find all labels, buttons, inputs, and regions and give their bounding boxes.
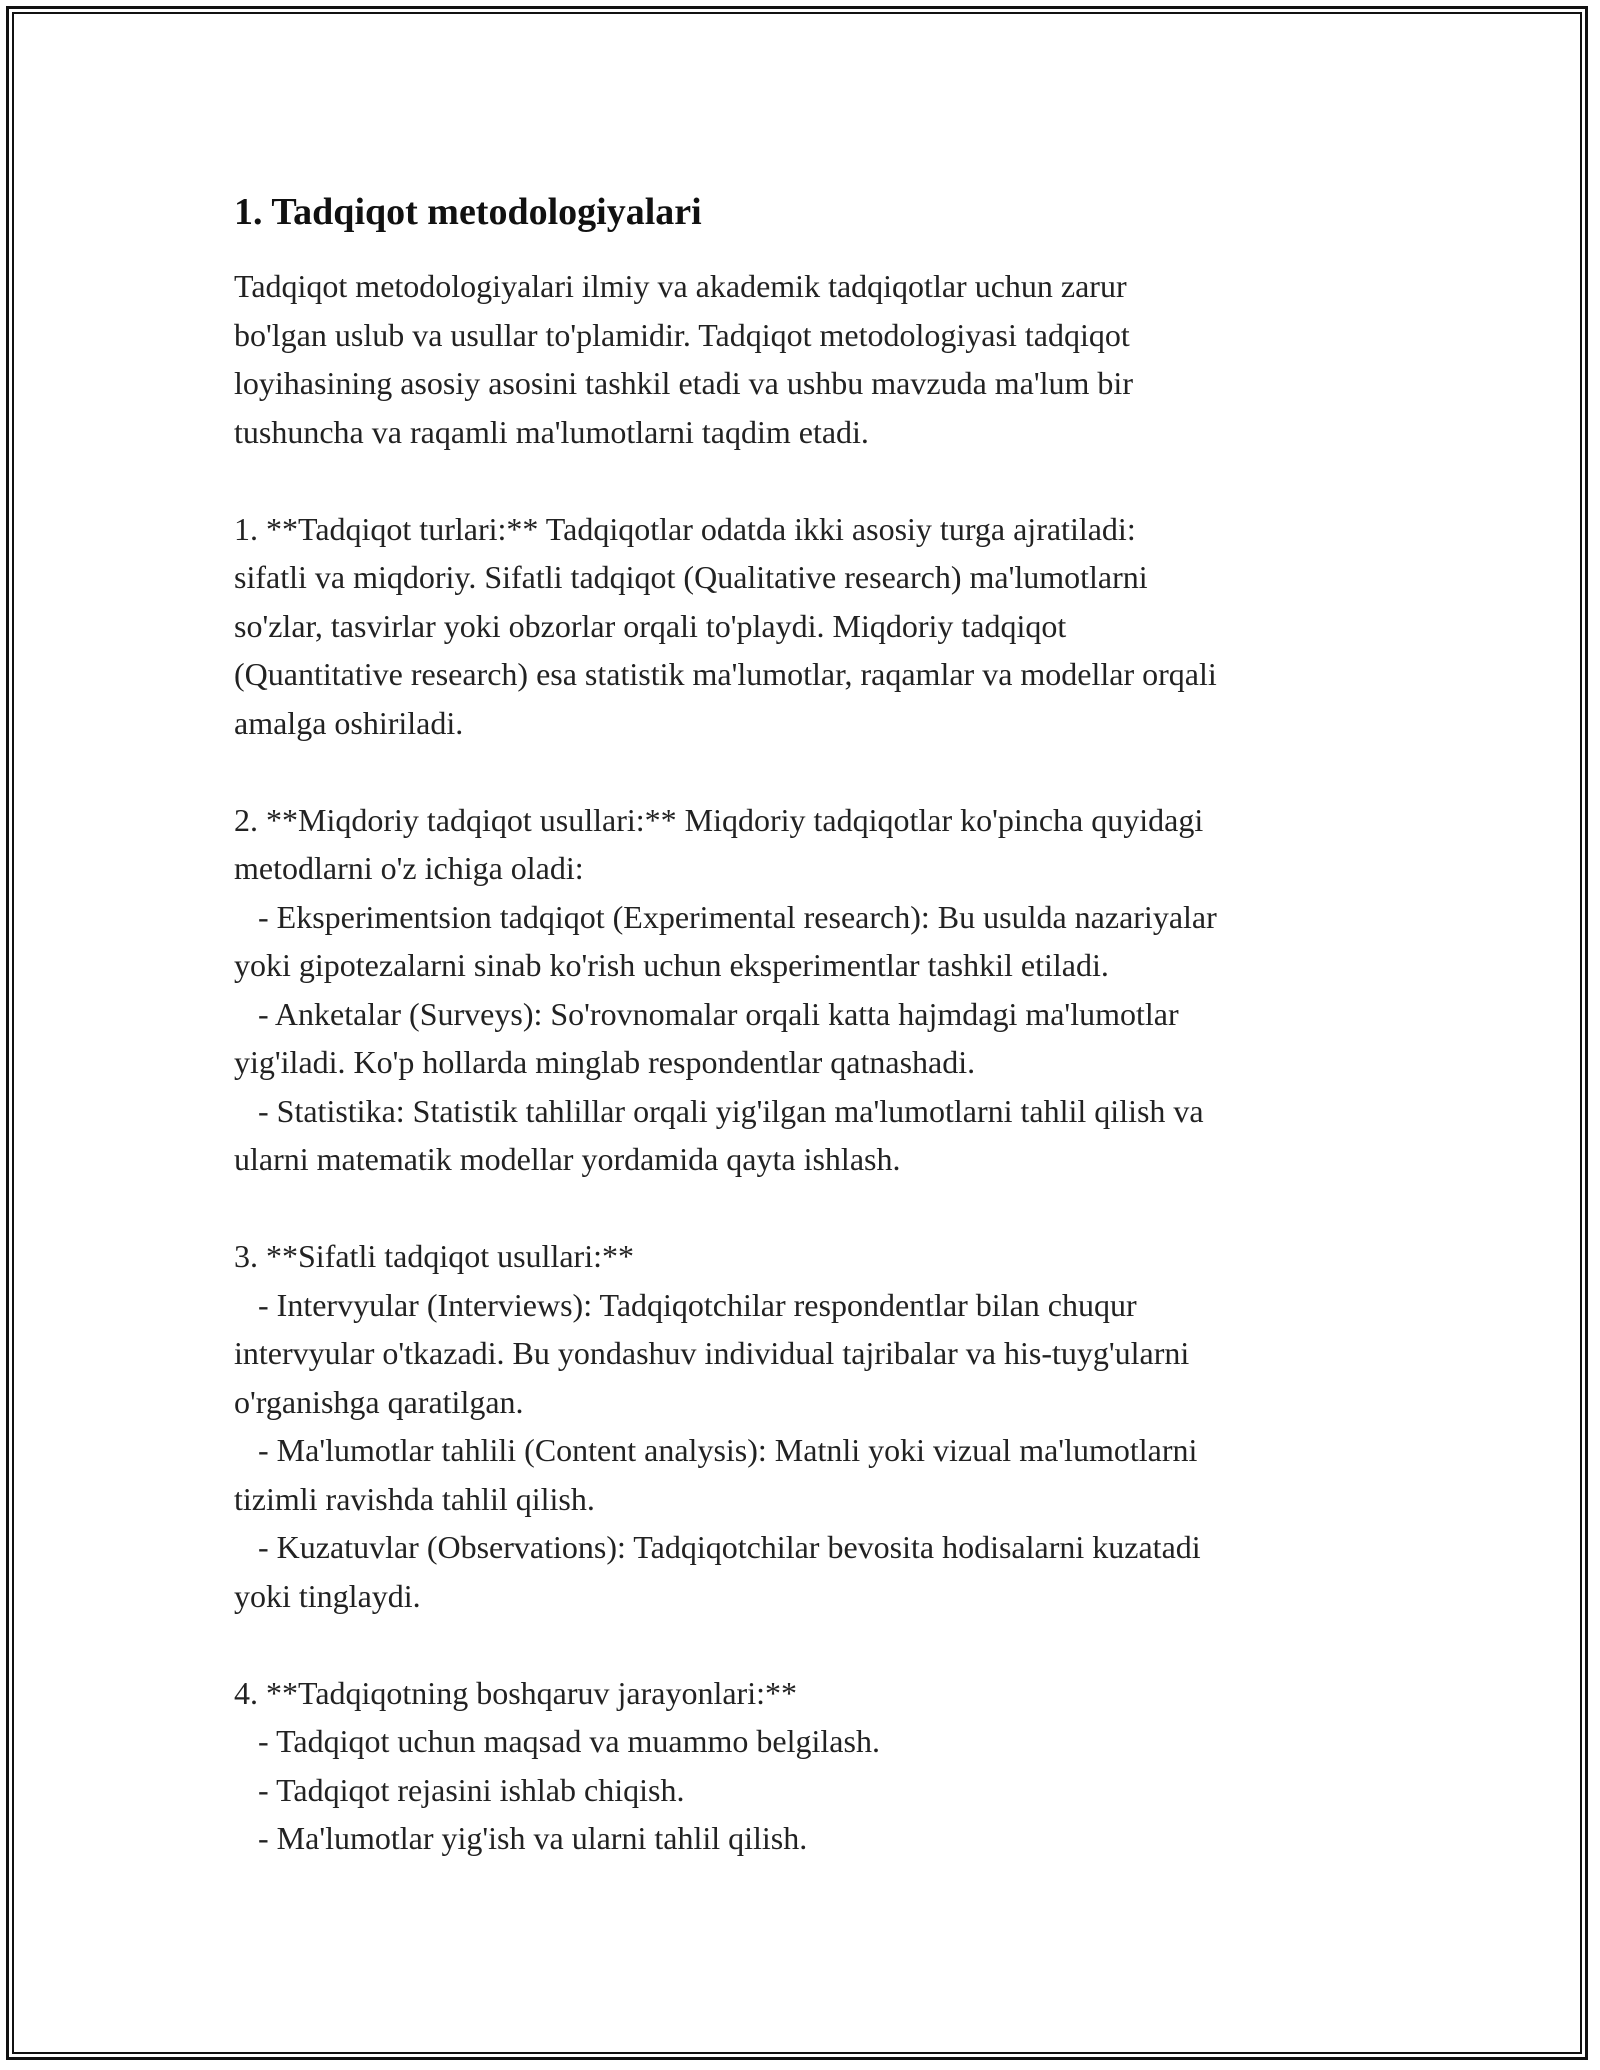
document-body: Tadqiqot metodologiyalari ilmiy va akademik tadqiqotlar uchun zarur bo'lgan uslub va usullar to'plamidir. Tadqiqot metodologiyasi tadqiqot loyihasining asosiy asosini tashkil etadi va ushbu mavzuda ma'lum bir tushuncha va raqamli ma'lumotlarni taqdim etadi. 1. **Tadqiqot turlari:** Tadqiqotlar odatda ikki asosiy turga ajratiladi: sifatli va miqdoriy. Sifatli tadqiqot (Qualitative research) ma'lumotlarni so'zlar, tasvirlar yoki obzorlar orqali to'playdi. Miqdoriy tadqiqot (Quantitative research) esa statistik ma'lumotlar, raqamlar va modellar orqali amalga oshiriladi. 2. **Miqdoriy tadqiqot usullari:** Miqdoriy tadqiqotlar ko'pincha quyidagi metodlarni o'z ichiga oladi: - Eksperimentsion tadqiqot (Experimental research): Bu usulda nazariyalar yoki gipotezalarni sinab ko'rish uchun eksperimentlar tashkil etiladi. - Anketalar (Surveys): So'rovnomalar orqali katta hajmdagi ma'lumotlar yig'iladi. Ko'p hollarda minglab respondentlar qatnashadi. - Statistika: Statistik tahlillar orqali yig'ilgan ma'lumotlarni tahlil qilish va ularni matematik modellar yordamida qayta ishlash. 3. **Sifatli tadqiqot usullari:** - Intervyular (Interviews): Tadqiqotchilar respondentlar bilan chuqur intervyular o'tkazadi. Bu yondashuv individual tajribalar va his-tuyg'ularni o'rganishga qaratilgan. - Ma'lumotlar tahlili (Content analysis): Matnli yoki vizual ma'lumotlarni tizimli ravishda tahlil qilish. - Kuzatuvlar (Observations): Tadqiqotchilar bevosita hodisalarni kuzatadi yoki tinglaydi. 4. **Tadqiqotning boshqaruv jarayonlari:** - Tadqiqot uchun maqsad va muammo belgilash. - Tadqiqot rejasini ishlab chiqish. - Ma'lumotlar yig'ish va ularni tahlil qilish. bbox=[234, 268, 1217, 1856]
document-content bbox=[234, 188, 1394, 1863]
document-heading: 1. Tadqiqot metodologiyalari bbox=[234, 191, 702, 233]
